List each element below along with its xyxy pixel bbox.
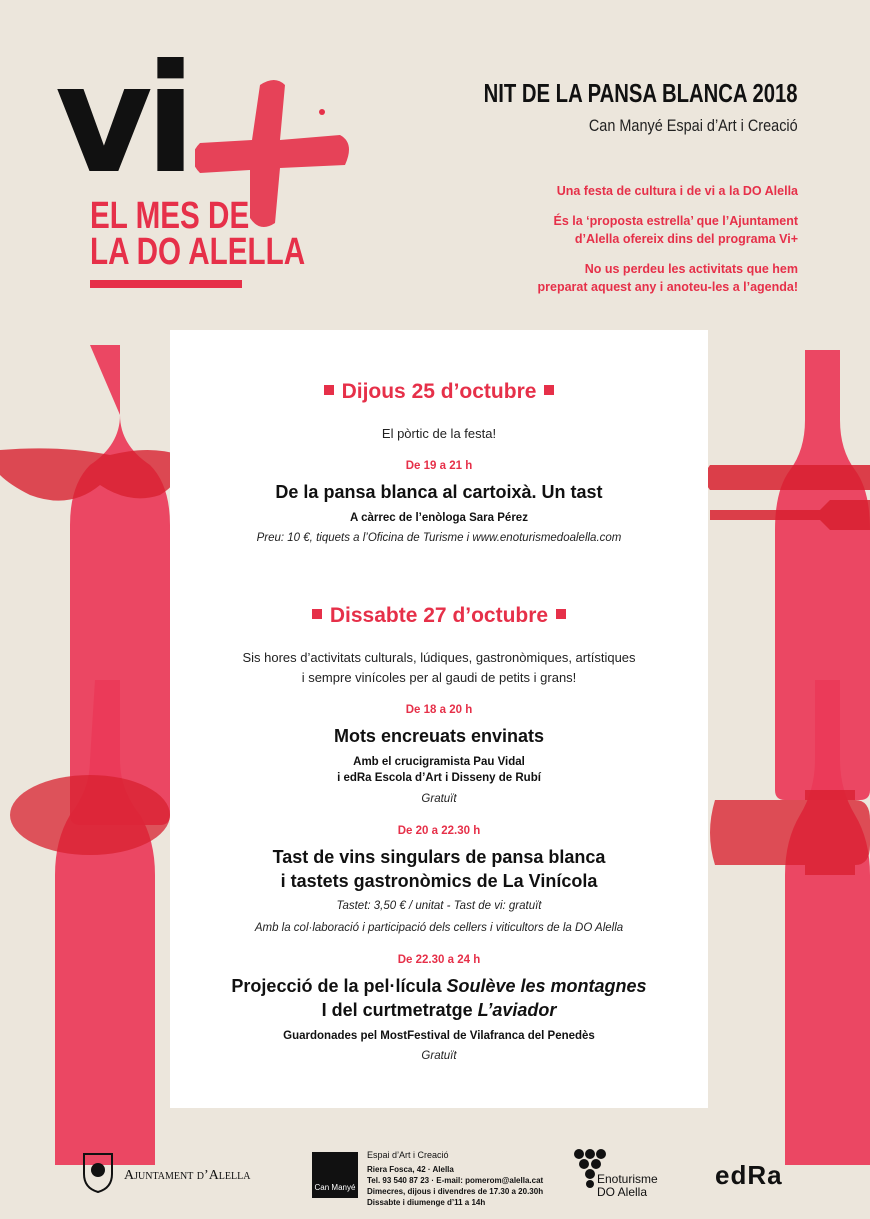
intro-p3: No us perdeu les activitats que hem preparat aquest any i anoteu-les a l’agenda!	[537, 262, 798, 294]
logo-vi: vi	[55, 33, 189, 207]
event-time: De 20 a 22.30 h	[397, 825, 481, 837]
event-time: De 18 a 20 h	[405, 704, 473, 716]
ajuntament-crest-icon	[80, 1150, 116, 1194]
ajuntament-label: Ajuntament d’Alella	[124, 1168, 251, 1183]
knife-icon	[705, 465, 870, 490]
canmanye-box-label: Can Manyé	[314, 1183, 356, 1192]
event-time: De 19 a 21 h	[405, 460, 473, 472]
event-by: Amb el crucigramista Pau Vidal i edRa Escola d’Art i Disseny de Rubí	[337, 756, 541, 784]
canmanye-logo	[312, 1152, 358, 1198]
event-by: Guardonades pel MostFestival de Vilafranca del Penedès	[283, 1030, 595, 1042]
program-card	[170, 330, 708, 1108]
event-note: Tastet: 3,50 € / unitat - Tast de vi: gratuït	[336, 900, 542, 912]
event-note: Preu: 10 €, tiquets a l’Oficina de Turisme i www.enoturismedoalella.com	[256, 532, 622, 544]
glass-icon	[10, 775, 170, 855]
event-time: De 22.30 a 24 h	[397, 954, 481, 966]
day2-tagline: Sis hores d’activitats culturals, lúdiques, gastronòmiques, artístiques i sempre vinícoles per al gaudi de petits i grans!	[242, 650, 636, 685]
logo-subtitle	[90, 195, 306, 273]
logo-line2: LA DO ALELLA	[90, 231, 306, 273]
event-venue: Can Manyé Espai d’Art i Creació	[589, 116, 798, 135]
day1-tagline: El pòrtic de la festa!	[381, 426, 497, 441]
event-by: A càrrec de l’enòloga Sara Pérez	[350, 512, 528, 524]
edra-logo: edRa	[715, 1160, 783, 1190]
event-note: Amb la col·laboració i participació dels cellers i viticultors de la DO Alella	[254, 922, 624, 934]
event-note: Gratuït	[421, 793, 457, 805]
trumpet-icon	[710, 790, 870, 875]
day1-heading: Dijous 25 d’octubre	[170, 380, 708, 404]
logo-line1: EL MES DE	[90, 195, 250, 237]
day2-heading: Dissabte 27 d’octubre	[170, 604, 708, 628]
event-note: Gratuït	[421, 1050, 457, 1062]
event-title: Projecció de la pel·lícula Soulève les montagnes I del curtmetratge L’aviador	[231, 976, 647, 1020]
canmanye-info: Espai d’Art i Creació Riera Fosca, 42 · Alella Tel. 93 540 87 23 · E-mail: pomerom@alella.cat Dimecres, dijous i divendres de 17.30 a 20.30h Dissabte i diumenge d’11 a 14h	[367, 1150, 544, 1207]
event-title: NIT DE LA PANSA BLANCA 2018	[483, 78, 798, 108]
event-title: Tast de vins singulars de pansa blanca i tastets gastronòmics de La Vinícola	[272, 847, 606, 891]
enoturisme-label: Enoturisme DO Alella	[597, 1172, 658, 1199]
event-title: De la pansa blanca al cartoixà. Un tast	[275, 482, 603, 502]
intro-p2: És la ‘proposta estrella’ que l’Ajuntament d’Alella ofereix dins del programa Vi+	[553, 214, 798, 246]
logo-underline	[90, 280, 242, 288]
intro-p1: Una festa de cultura i de vi a la DO Alella	[556, 184, 798, 198]
event-title: Mots encreuats envinats	[333, 726, 545, 746]
